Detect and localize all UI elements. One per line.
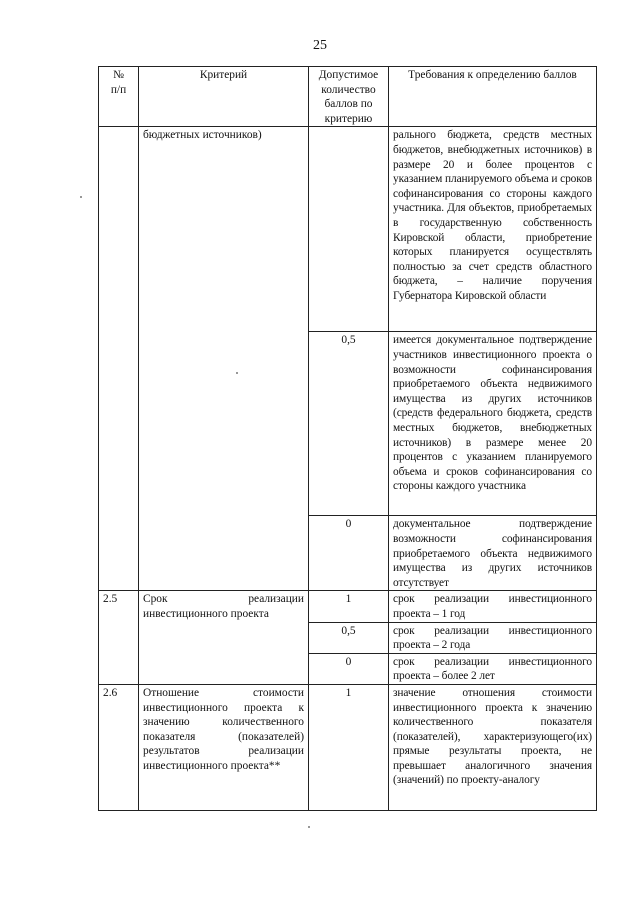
criterion-cell: бюджетных источников) bbox=[139, 127, 309, 591]
table-row bbox=[99, 684, 597, 810]
scan-speck bbox=[80, 196, 82, 198]
row-num-cell: 2.5 bbox=[99, 591, 139, 685]
row-num-cell: 2.6 bbox=[99, 684, 139, 810]
header-score: Допустимое количество баллов по критерию bbox=[309, 67, 389, 127]
requirement-cell: рального бюджета, средств местных бюджетов, внебюджетных источников) в размере 20 и более процентов с указанием планируемого объема и сроков софинансирования со стороны каждого участника. Для объектов, приобретаемых в государственную собственность Кировской области, приобретение которых планируется осуществлять полностью за счет средств областного бюджета, – наличие поручения Губернатора Кировской области bbox=[389, 127, 597, 332]
table-header-row bbox=[99, 67, 597, 127]
criterion-cell: Срок реализации инвестиционного проекта bbox=[139, 591, 309, 685]
requirement-cell: документальное подтверждение возможности софинансирования приобретаемого объекта недвижимого имущества из других источников отсутствует bbox=[389, 516, 597, 591]
criteria-table bbox=[98, 66, 597, 811]
requirement-cell: срок реализации инвестиционного проекта – более 2 лет bbox=[389, 653, 597, 684]
score-cell: 0 bbox=[309, 653, 389, 684]
row-num-cell bbox=[99, 127, 139, 591]
criterion-cell: Отношение стоимости инвестиционного проекта к значению количественного показателя (показателей) результатов реализации инвестиционного проекта** bbox=[139, 684, 309, 810]
table-row bbox=[99, 127, 597, 332]
header-criterion: Критерий bbox=[139, 67, 309, 127]
requirement-cell: имеется документальное подтверждение участников инвестиционного проекта о возможности софинансирования приобретаемого объекта недвижимого имущества из других источников (средств федерального бюджета, средств местных бюджетов, внебюджетных источников) в размере менее 20 процентов с указанием планируемого объема и сроков софинансирования со стороны каждого участника bbox=[389, 332, 597, 516]
scan-speck bbox=[308, 826, 310, 828]
header-requirements: Требования к определению баллов bbox=[389, 67, 597, 127]
score-cell: 0,5 bbox=[309, 332, 389, 516]
requirement-cell: значение отношения стоимости инвестиционного проекта к значению количественного показателя (показателей), характеризующего(их) прямые результаты проекта, не превышает аналогичного значения (значений) по проекту-аналогу bbox=[389, 684, 597, 810]
page-number: 25 bbox=[313, 38, 327, 53]
score-cell bbox=[309, 127, 389, 332]
header-num: № п/п bbox=[99, 67, 139, 127]
score-cell: 1 bbox=[309, 684, 389, 810]
requirement-cell: срок реализации инвестиционного проекта – 1 год bbox=[389, 591, 597, 622]
table-row bbox=[99, 591, 597, 622]
score-cell: 1 bbox=[309, 591, 389, 622]
score-cell: 0,5 bbox=[309, 622, 389, 653]
scan-speck bbox=[236, 372, 238, 374]
score-cell: 0 bbox=[309, 516, 389, 591]
requirement-cell: срок реализации инвестиционного проекта – 2 года bbox=[389, 622, 597, 653]
